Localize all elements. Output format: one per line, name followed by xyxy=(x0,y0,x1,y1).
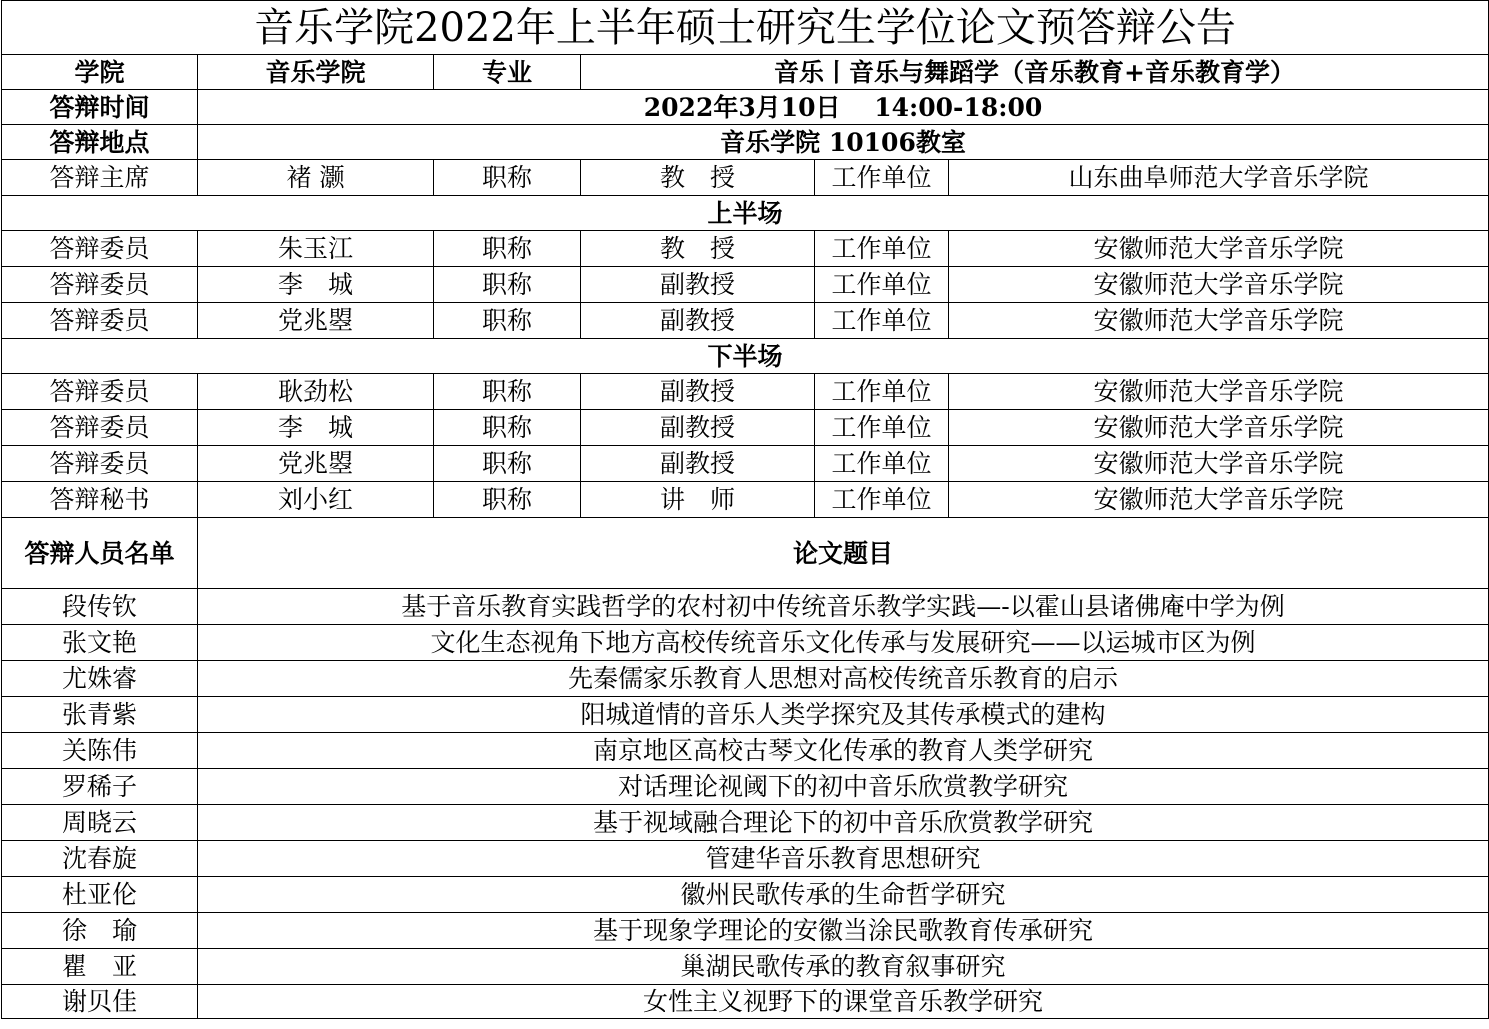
candidate-row xyxy=(2,661,1489,697)
candidate-name: 罗稀子 xyxy=(2,769,198,805)
candidate-thesis: 基于视域融合理论下的初中音乐欣赏教学研究 xyxy=(198,805,1489,841)
first-half-header-row xyxy=(2,196,1489,231)
member-title: 副教授 xyxy=(581,303,815,339)
candidate-thesis: 巢湖民歌传承的教育叙事研究 xyxy=(198,949,1489,985)
member-title-label: 职称 xyxy=(434,482,581,518)
member-unit-label: 工作单位 xyxy=(815,303,949,339)
candidate-name: 谢贝佳 xyxy=(2,985,198,1019)
candidate-name: 瞿 亚 xyxy=(2,949,198,985)
member-title: 副教授 xyxy=(581,446,815,482)
candidate-thesis: 基于现象学理论的安徽当涂民歌教育传承研究 xyxy=(198,913,1489,949)
chair-title-label: 职称 xyxy=(434,160,581,196)
member-row xyxy=(2,231,1489,267)
title-row xyxy=(2,1,1489,55)
member-row xyxy=(2,303,1489,339)
member-title: 副教授 xyxy=(581,374,815,410)
candidate-row xyxy=(2,913,1489,949)
member-title: 讲 师 xyxy=(581,482,815,518)
member-row xyxy=(2,446,1489,482)
member-unit: 安徽师范大学音乐学院 xyxy=(949,267,1489,303)
candidate-name: 周晓云 xyxy=(2,805,198,841)
member-title: 副教授 xyxy=(581,410,815,446)
member-title-label: 职称 xyxy=(434,374,581,410)
time-value: 2022年3月10日 14:00-18:00 xyxy=(198,90,1489,125)
member-unit: 安徽师范大学音乐学院 xyxy=(949,410,1489,446)
candidate-row xyxy=(2,769,1489,805)
candidate-name: 张青紫 xyxy=(2,697,198,733)
place-label: 答辩地点 xyxy=(2,125,198,160)
member-row xyxy=(2,267,1489,303)
candidate-row xyxy=(2,949,1489,985)
member-unit-label: 工作单位 xyxy=(815,482,949,518)
candidate-row xyxy=(2,841,1489,877)
member-name: 朱玉江 xyxy=(198,231,434,267)
candidate-name: 张文艳 xyxy=(2,625,198,661)
candidate-row xyxy=(2,625,1489,661)
candidates-name-header: 答辩人员名单 xyxy=(2,518,198,589)
member-row xyxy=(2,410,1489,446)
member-unit: 安徽师范大学音乐学院 xyxy=(949,482,1489,518)
major-value: 音乐丨音乐与舞蹈学（音乐教育+音乐教育学） xyxy=(581,55,1489,90)
member-title-label: 职称 xyxy=(434,303,581,339)
member-role: 答辩秘书 xyxy=(2,482,198,518)
candidate-thesis: 阳城道情的音乐人类学探究及其传承模式的建构 xyxy=(198,697,1489,733)
candidate-row xyxy=(2,985,1489,1019)
candidate-row xyxy=(2,589,1489,625)
college-row xyxy=(2,55,1489,90)
member-role: 答辩委员 xyxy=(2,374,198,410)
major-label: 专业 xyxy=(434,55,581,90)
member-unit: 安徽师范大学音乐学院 xyxy=(949,303,1489,339)
second-half-header-row xyxy=(2,339,1489,374)
college-label: 学院 xyxy=(2,55,198,90)
college-value: 音乐学院 xyxy=(198,55,434,90)
chair-unit-label: 工作单位 xyxy=(815,160,949,196)
candidate-name: 关陈伟 xyxy=(2,733,198,769)
chair-row xyxy=(2,160,1489,196)
member-row xyxy=(2,482,1489,518)
member-unit-label: 工作单位 xyxy=(815,446,949,482)
chair-unit: 山东曲阜师范大学音乐学院 xyxy=(949,160,1489,196)
candidate-row xyxy=(2,877,1489,913)
page-title: 音乐学院2022年上半年硕士研究生学位论文预答辩公告 xyxy=(2,1,1489,55)
member-role: 答辩委员 xyxy=(2,267,198,303)
candidate-name: 杜亚伦 xyxy=(2,877,198,913)
member-name: 李 城 xyxy=(198,267,434,303)
member-unit-label: 工作单位 xyxy=(815,231,949,267)
candidate-thesis: 先秦儒家乐教育人思想对高校传统音乐教育的启示 xyxy=(198,661,1489,697)
candidates-thesis-header: 论文题目 xyxy=(198,518,1489,589)
member-role: 答辩委员 xyxy=(2,303,198,339)
member-unit-label: 工作单位 xyxy=(815,374,949,410)
member-unit: 安徽师范大学音乐学院 xyxy=(949,446,1489,482)
candidate-row xyxy=(2,805,1489,841)
member-unit-label: 工作单位 xyxy=(815,267,949,303)
member-title: 教 授 xyxy=(581,231,815,267)
candidate-name: 尤姝睿 xyxy=(2,661,198,697)
candidate-thesis: 南京地区高校古琴文化传承的教育人类学研究 xyxy=(198,733,1489,769)
time-label: 答辩时间 xyxy=(2,90,198,125)
chair-name: 褚 灏 xyxy=(198,160,434,196)
second-half-label: 下半场 xyxy=(2,339,1489,374)
member-title: 副教授 xyxy=(581,267,815,303)
candidate-name: 徐 瑜 xyxy=(2,913,198,949)
member-title-label: 职称 xyxy=(434,231,581,267)
first-half-label: 上半场 xyxy=(2,196,1489,231)
member-row xyxy=(2,374,1489,410)
member-title-label: 职称 xyxy=(434,410,581,446)
candidate-name: 段传钦 xyxy=(2,589,198,625)
place-row xyxy=(2,125,1489,160)
candidate-thesis: 女性主义视野下的课堂音乐教学研究 xyxy=(198,985,1489,1019)
member-name: 党兆曌 xyxy=(198,446,434,482)
candidate-row xyxy=(2,733,1489,769)
member-name: 党兆曌 xyxy=(198,303,434,339)
candidate-thesis: 徽州民歌传承的生命哲学研究 xyxy=(198,877,1489,913)
time-row xyxy=(2,90,1489,125)
candidate-thesis: 文化生态视角下地方高校传统音乐文化传承与发展研究——以运城市区为例 xyxy=(198,625,1489,661)
candidate-name: 沈春旋 xyxy=(2,841,198,877)
member-name: 李 城 xyxy=(198,410,434,446)
candidate-row xyxy=(2,697,1489,733)
candidates-header-row xyxy=(2,518,1489,589)
member-title-label: 职称 xyxy=(434,267,581,303)
candidate-thesis: 对话理论视阈下的初中音乐欣赏教学研究 xyxy=(198,769,1489,805)
announcement-table xyxy=(1,0,1489,1019)
member-role: 答辩委员 xyxy=(2,231,198,267)
member-unit-label: 工作单位 xyxy=(815,410,949,446)
member-unit: 安徽师范大学音乐学院 xyxy=(949,374,1489,410)
chair-title: 教 授 xyxy=(581,160,815,196)
member-role: 答辩委员 xyxy=(2,410,198,446)
chair-role: 答辩主席 xyxy=(2,160,198,196)
place-value: 音乐学院 10106教室 xyxy=(198,125,1489,160)
member-unit: 安徽师范大学音乐学院 xyxy=(949,231,1489,267)
candidate-thesis: 基于音乐教育实践哲学的农村初中传统音乐教学实践—-以霍山县诸佛庵中学为例 xyxy=(198,589,1489,625)
candidate-thesis: 管建华音乐教育思想研究 xyxy=(198,841,1489,877)
member-role: 答辩委员 xyxy=(2,446,198,482)
member-name: 刘小红 xyxy=(198,482,434,518)
member-title-label: 职称 xyxy=(434,446,581,482)
member-name: 耿劲松 xyxy=(198,374,434,410)
